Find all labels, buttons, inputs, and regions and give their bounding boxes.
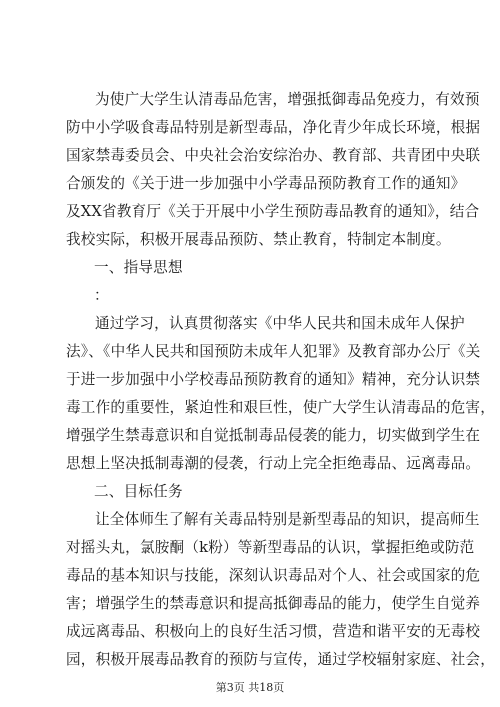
section-heading-guiding-ideology: 一、指导思想 [94, 259, 183, 276]
colon-line: ： [94, 287, 109, 304]
paragraph-line: 毒工作的重要性，紧迫性和艰巨性，使广大学生认清毒品的危害， [66, 399, 496, 416]
paragraph-line: 国家禁毒委员会、中央社会治安综治办、教育部、共青团中央联 [66, 147, 481, 164]
page-number-footer: 第3页 共18页 [215, 681, 285, 694]
paragraph-line: 通过学习，认真贯彻落实《中华人民共和国未成年人保护 [95, 315, 465, 332]
paragraph-line: 园，积极开展毒品教育的预防与宣传，通过学校辐射家庭、社会， [66, 651, 496, 668]
paragraph-line: 增强学生禁毒意识和自觉抵制毒品侵袭的能力，切实做到学生在 [66, 427, 481, 444]
paragraph-line: 防中小学吸食毒品特别是新型毒品，净化青少年成长环境，根据 [66, 119, 481, 136]
paragraph-line: 我校实际，积极开展毒品预防、禁止教育，特制定本制度。 [66, 231, 451, 248]
paragraph-line: 合颁发的《关于进一步加强中小学毒品预防教育工作的通知》 [66, 175, 466, 192]
paragraph-line: 成远离毒品、积极向上的良好生活习惯，营造和谐平安的无毒校 [66, 623, 481, 640]
paragraph-line: 及XX省教育厅《关于开展中小学生预防毒品教育的通知》，结合 [66, 203, 480, 220]
document-body [66, 86, 496, 674]
paragraph-line: 为使广大学生认清毒品危害，增强抵御毒品免疫力，有效预 [95, 91, 480, 108]
paragraph-line: 思想上坚决抵制毒潮的侵袭，行动上完全拒绝毒品、远离毒品。 [66, 455, 481, 472]
paragraph-line: 对摇头丸，氯胺酮（k粉）等新型毒品的认识，掌握拒绝或防范 [66, 539, 475, 556]
paragraph-line: 让全体师生了解有关毒品特别是新型毒品的知识，提高师生 [95, 511, 480, 528]
paragraph-line: 于进一步加强中小学校毒品预防教育的通知》精神，充分认识禁 [66, 371, 481, 388]
paragraph-line: 毒品的基本知识与技能，深刻认识毒品对个人、社会或国家的危 [66, 567, 481, 584]
paragraph-line: 法》、《中华人民共和国预防未成年人犯罪》及教育部办公厅《关 [66, 343, 481, 360]
paragraph-line: 害；增强学生的禁毒意识和提高抵御毒品的能力，使学生自觉养 [66, 595, 481, 612]
section-heading-objectives: 二、目标任务 [94, 483, 183, 500]
